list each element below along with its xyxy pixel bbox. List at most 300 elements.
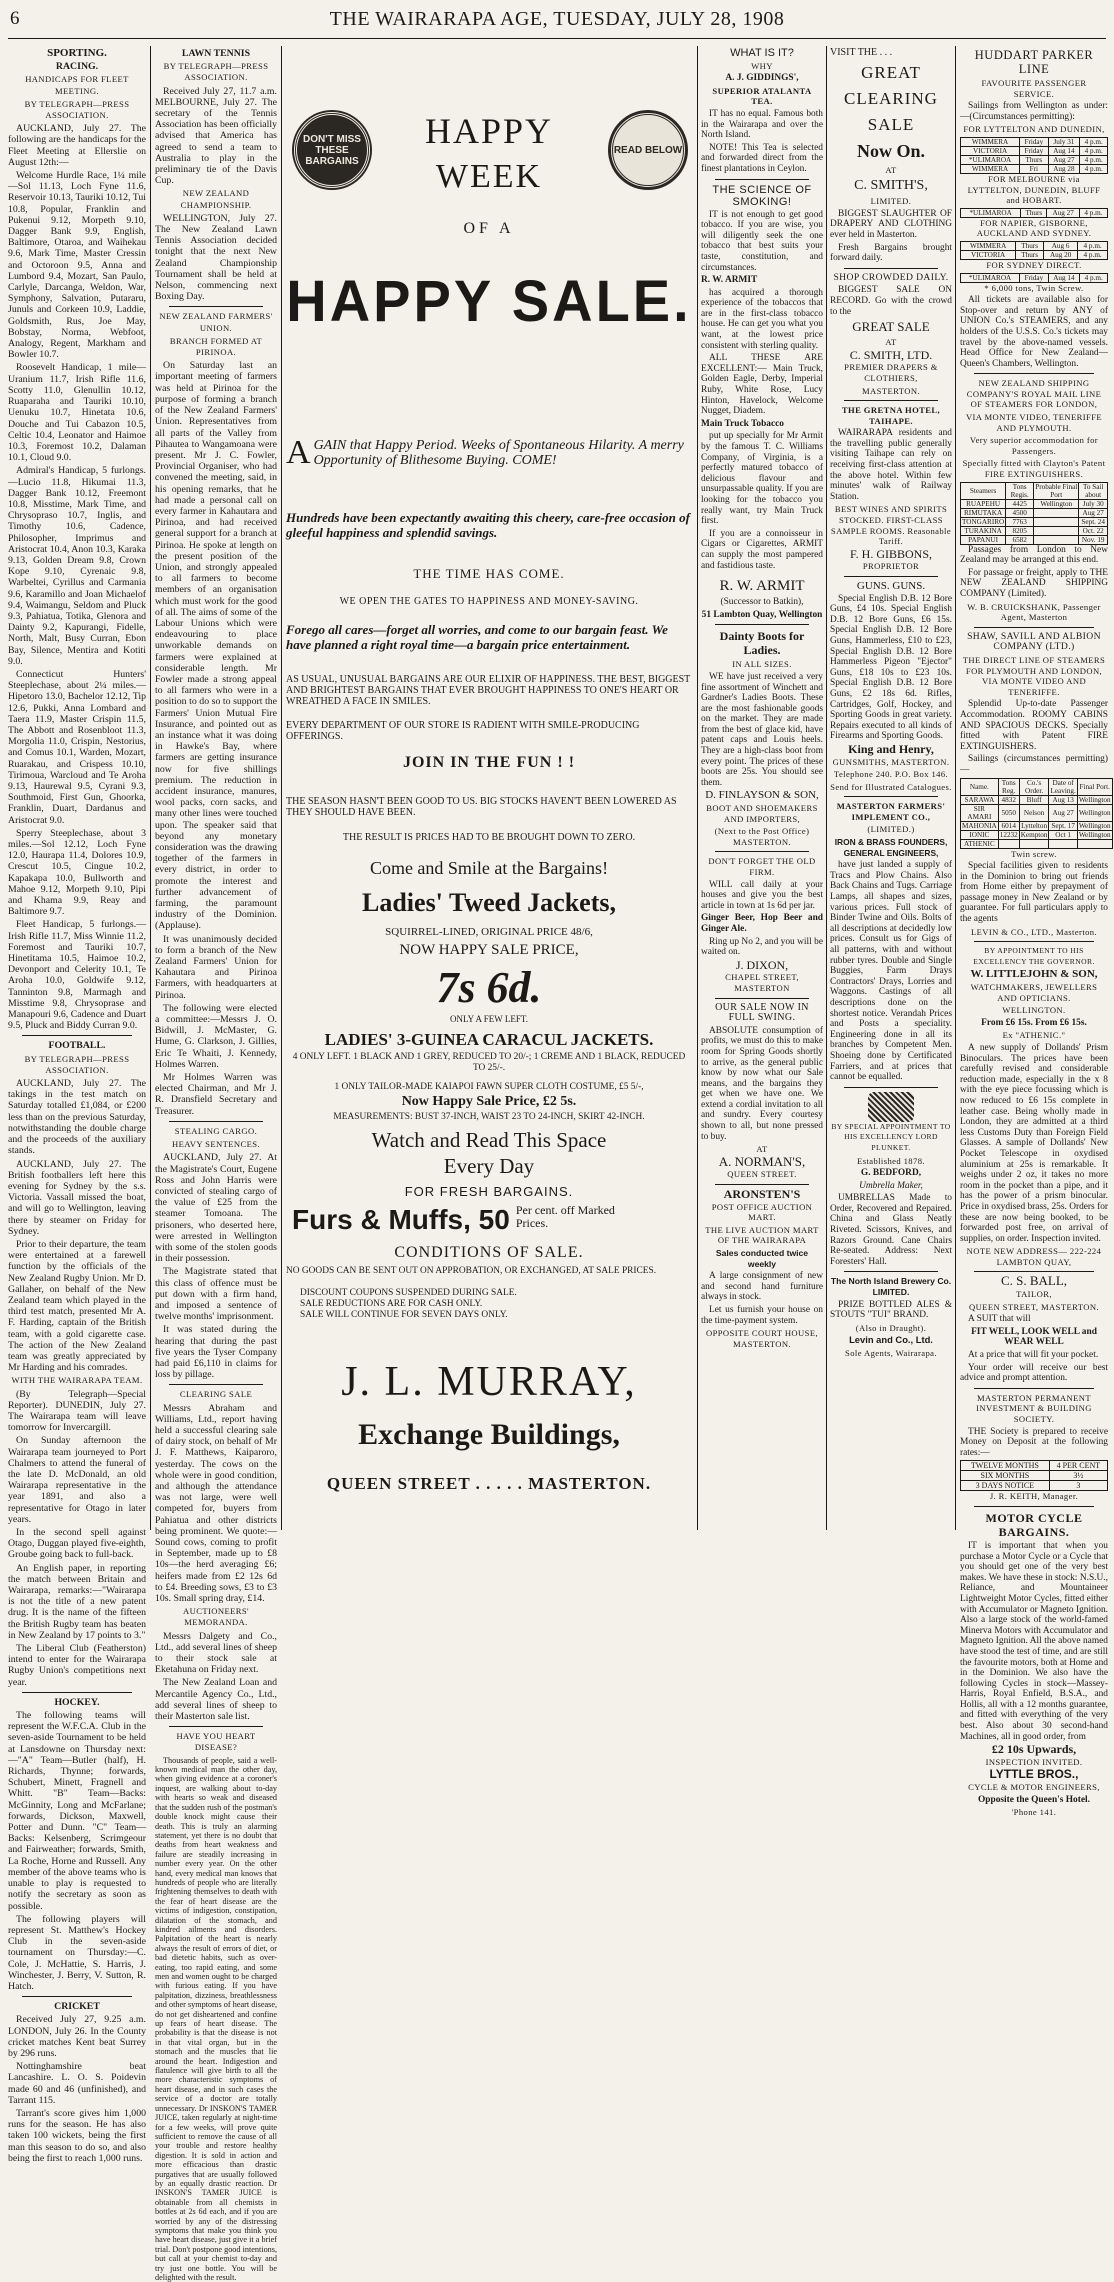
schedule-cell: 4 PER CENT (1049, 1461, 1107, 1471)
ad-gunsmiths: GUNSMITHS, MASTERTON. (832, 756, 950, 767)
ad-paragraph: Sailings (circumstances permitting)— (960, 754, 1108, 775)
ad-great-sale: GREAT SALE (852, 319, 930, 335)
ad-why: WHY (751, 60, 773, 71)
divider (715, 851, 809, 852)
ad-sole-agents: Sole Agents, Wairarapa. (845, 1348, 937, 1358)
ad-paragraph: Ring up No 2, and you will be waited on. (701, 936, 823, 958)
ad-exchange-buildings: Exchange Buildings, (358, 1418, 620, 1451)
schedule-cell: 4 p.m. (1078, 250, 1108, 259)
column-ads-c (960, 48, 1111, 1818)
ad-appointment (830, 1092, 952, 1154)
schedule-cell: Thurs (1020, 155, 1048, 164)
divider (22, 1692, 132, 1693)
schedule-cell: Bluff (1019, 795, 1049, 804)
ad-paragraph: put up specially for Mr Armit by the famous T. C. Williams Company, of Virginia, is a perfectly matured tobacco of delicious flavour and unsurpassable quality. If you are looking for the tobacco you really want, try Main Truck first. (701, 431, 823, 527)
schedule-cell: Aug 20 (1044, 250, 1078, 259)
schedule-row (961, 839, 1113, 848)
heading-lawn-tennis: LAWN TENNIS (181, 48, 251, 59)
ad-direct-line: THE DIRECT LINE OF STEAMERS FOR PLYMOUTH AND LONDON, VIA MONTE VIDEO AND TENERIFFE. (962, 654, 1106, 697)
ad-time-has-come: THE TIME HAS COME. (413, 566, 565, 581)
schedule-row (961, 1481, 1108, 1491)
ad-result: THE RESULT IS PRICES HAD TO BE BROUGHT DOWN TO ZERO. (342, 832, 636, 843)
schedule-cell: Aug 27 (1048, 155, 1080, 164)
ad-superior-accommodation: Very superior accommodation for Passengers. (969, 435, 1099, 456)
schedule-napier (960, 241, 1108, 260)
ad-condition-2: DISCOUNT COUPONS SUSPENDED DURING SALE. (300, 1288, 517, 1298)
ad-condition-4: SALE WILL CONTINUE FOR SEVEN DAYS ONLY. (300, 1310, 508, 1320)
article-paragraph: The Liberal Club (Featherston) intend to enter for the Wairarapa Rugby Union's competitions next year. (8, 1643, 146, 1688)
ad-paragraph: Your order will receive our best advice and prompt attention. (960, 1362, 1108, 1384)
schedule-cell: Wellington (1077, 804, 1112, 821)
schedule-cell: Tons Regis. (1006, 482, 1034, 499)
article-paragraph: On Saturday last an important meeting of farmers was held at Pirinoa for the purpose of forming a branch of the New Zealand Farmers' Union. Representatives from all parts of the Valley from Pihautea to Wangamoana were present. Mr J. C. Fowler, Provincial Organiser, who had convened the meeting, said, in his opening remarks, that he had made a personal call on every farmer in Kahautara and Pirinoa, and had received general support for a branch at Pirinoa. He spoke at length on the present position of the Union, and strongly appealed to all farmers to become members of an organisation which must work for the good of all. The aims of some of the Labour Unions which were endeavouring to place unworkable demands on farmers were explained at considerable length. Mr Fowler made a strong appeal to all farmers who were in a position to do so to support the Farmers' Union Mutual Fire Insurance, and pointed out as an instance what it was doing in Hawke's Bay, where farmers are getting insurance now for five shillings premium. The reduction in accident insurance, manures, wool packs, corn sacks, and many other lines were touched upon. The speaker said that beyond any monetary consideration was the drawing together of the farmers in every district, in order to promote the interest and further advancement of farming, the paramount industry of the Dominion. (Applause). (155, 360, 277, 932)
ad-tailor-made: 1 ONLY TAILOR-MADE KAIAPOI FAWN SUPER CLOTH COSTUME, £5 5/-, (334, 1082, 644, 1092)
deposit-rates (960, 1460, 1108, 1491)
divider (974, 1388, 1094, 1389)
schedule-row (961, 137, 1108, 146)
ad-established: Established 1878. (857, 1155, 925, 1166)
ad-tweed-jackets: Ladies' Tweed Jackets, (362, 888, 616, 917)
ad-ginger-beer: Ginger Beer, Hop Beer and Ginger Ale. (701, 913, 823, 934)
byline: BY TELEGRAPH—PRESS ASSOCIATION. (163, 61, 269, 83)
ad-paragraph: NOTE! This Tea is selected and forwarded direct from the finest plantations in Ceylon. (701, 142, 823, 174)
article-paragraph: AUCKLAND, July 27. The takings in the test match on Saturday totalled £1,084, or £200 less than on the previous Saturday, notwithstanding the double charge and the proceeds of the auxiliary stands. (8, 1078, 146, 1157)
ad-dixon: J. DIXON, (735, 957, 789, 972)
divider (715, 998, 809, 999)
heading-stealing-cargo: STEALING CARGO. (174, 1125, 258, 1136)
ad-squirrel-lined: SQUIRREL-LINED, ORIGINAL PRICE 48/6, (385, 926, 593, 938)
schedule-cell: 5050 (998, 804, 1019, 821)
subheading-branch: BRANCH FORMED AT PIRINOA. (169, 335, 263, 358)
divider (974, 1271, 1094, 1272)
ad-paragraph: Special English D.B. 12 Bore Guns, £4 10s. Special English D.B. 12 Bore Guns, £6 15s. Special English D.B. 12 Bore Guns, Hammerless, £10 to £23, Special English D.B. 12 Bore Hammerless Pigeon "Ejector" Guns, £18 10s to £23 10s. Special English D.B. 12 Bore Guns, £2 18s 6d. Rifles, Cartridges, Golf, Hockey, and Sporting Goods in great variety. Repairs executed to all kinds of Firearms and Sporting Goods. (830, 593, 952, 742)
badge-read-below: READ BELOW (610, 112, 686, 188)
schedule-cell: Oct. 22 (1079, 526, 1108, 535)
ad-opposite-queens: Opposite the Queen's Hotel. (978, 1794, 1090, 1805)
divider (22, 1035, 132, 1036)
ad-c-smiths: C. SMITH'S, (854, 178, 928, 194)
schedule-cell: 4 p.m. (1078, 241, 1108, 250)
ad-forego: Forego all cares—forget all worries, and come to our bargain feast. We have planned a right royal time—a bargain price entertainment. (286, 622, 668, 652)
ad-paragraph: BIGGEST SLAUGHTER OF DRAPERY AND CLOTHING ever held in Masterton. (830, 208, 952, 240)
divider (974, 1506, 1094, 1507)
schedule-cell: Wellington (1034, 499, 1079, 508)
article-paragraph: In the second spell against Otago, Duggan played five-eighth, Groube going back to full-back. (8, 1527, 146, 1561)
schedule-row (961, 508, 1108, 517)
ad-paragraph: UMBRELLAS Made to Order, Recovered and Repaired. China and Glass Neatly Riveted. Scissors, Knives, and Razors Ground. Cane Chairs Re-seated. Address: Next Foresters' Hall. (830, 1193, 952, 1267)
ad-twice-weekly: Sales conducted twice weekly (715, 1248, 809, 1269)
schedule-cell: July 31 (1048, 137, 1080, 146)
ad-huddart-parker: HUDDART PARKER LINE (974, 48, 1094, 76)
ad-cycle-engineers: CYCLE & MOTOR ENGINEERS, (968, 1782, 1100, 1793)
ad-clearing: CLEARING (844, 88, 938, 108)
schedule-row (961, 164, 1108, 173)
ad-napier-sydney: FOR NAPIER, GISBORNE, AUCKLAND AND SYDNEY. (976, 217, 1092, 239)
ad-iron-brass: IRON & BRASS FOUNDERS, GENERAL ENGINEERS, (834, 837, 948, 858)
schedule-cell: Nelson (1019, 804, 1049, 821)
schedule-cell (1049, 839, 1077, 848)
schedule-row (961, 535, 1108, 544)
schedule-cell: 7763 (1006, 517, 1034, 526)
article-paragraph: Mr Holmes Warren was elected Chairman, and Mr J. R. Dransfield Secretary and Treasurer. (155, 1072, 277, 1117)
ad-season: THE SEASON HASN'T BEEN GOOD TO US. BIG STOCKS HAVEN'T BEEN LOWERED AS THEY SHOULD HAVE BEEN. (286, 796, 677, 818)
schedule-cell: Kempton (1020, 830, 1048, 839)
ad-paragraph: IT is not enough to get good tobacco. If you are wise, you will diligently seek the one tobacco that best suits your taste, constitution, and circumstances. (701, 209, 823, 273)
ad-queen-street: QUEEN STREET. (727, 1169, 797, 1180)
article-paragraph: Tarrant's score gives him 1,000 runs for the season. He has also taken 100 wickets, being the first man this season to do so, and also being the first to reach 1,000 runs. (8, 2107, 146, 2164)
ad-headline-week: WEEK (435, 158, 543, 195)
drop-cap: A (286, 434, 311, 471)
ad-every-day: Every Day (443, 1154, 535, 1178)
ad-headline-happy: HAPPY (424, 111, 554, 151)
schedule-row (961, 155, 1108, 164)
ad-paragraph: ALL THESE ARE EXCELLENT:— Main Truck, Golden Eagle, Derby, Imperial Ruby, White Rose, Lucy Hinton, Havelock, Welcome Nugget, Diadem. (701, 353, 823, 417)
ad-paragraph: WILL call daily at your houses and give you the best article in town at 1s 6d per jar. (701, 879, 823, 911)
column-ads-a (701, 48, 823, 1532)
schedule-cell: Thurs (1016, 250, 1044, 259)
schedule-cell: 6582 (1006, 535, 1034, 544)
schedule-row (961, 1471, 1108, 1481)
ad-paragraph: Let us furnish your house on the time-payment system. (701, 1304, 823, 1326)
ad-next-post-office: (Next to the Post Office) MASTERTON. (714, 826, 810, 847)
column-sporting (8, 47, 146, 2164)
ad-guns: GUNS. GUNS. (856, 580, 926, 592)
divider (844, 268, 938, 269)
schedule-cell: 4425 (1006, 499, 1034, 508)
schedule-row (961, 241, 1108, 250)
column-rule (150, 46, 151, 1530)
ad-finlayson: D. FINLAYSON & SON, (705, 789, 819, 802)
divider (22, 1996, 132, 1997)
schedule-cell: TURAKINA (961, 526, 1006, 535)
schedule-row (961, 482, 1108, 499)
schedule-cell: PAPANUI (961, 535, 1006, 544)
schedule-cell: Thurs (1016, 241, 1044, 250)
divider (974, 627, 1094, 628)
ad-paragraph: A SUIT that will (968, 1314, 1031, 1325)
schedule-cell: Thurs (1021, 208, 1047, 217)
ad-every-department: EVERY DEPARTMENT OF OUR STORE IS RADIENT WITH SMILE-PRODUCING OFFERINGS. (286, 720, 640, 742)
ad-queen-street: QUEEN STREET, MASTERTON. (968, 1301, 1100, 1312)
schedule-cell (1034, 526, 1079, 535)
ad-paragraph: ABSOLUTE consumption of profits, we must do this to make room for Spring Goods shortly to arrive, as the general public know by now what our Sale means, and the bargains they get when we have one. We extend a cordial invitation to all and sundry. Every courtesy shown to all, but none pressed to buy. (701, 1025, 823, 1142)
article-paragraph: On Sunday afternoon the Wairarapa team journeyed to Port Chalmers to attend the funeral of the late D. McDonald, an old Wairarapa representative in the year 1891, and also a representative for Otago in later years. (8, 1435, 146, 1525)
ad-tailor: TAILOR, (1016, 1289, 1052, 1300)
heading-hockey: HOCKEY. (54, 1696, 100, 1708)
ad-paragraph: A new supply of Dollands' Prism Binoculars. The prices have been carefully revised and considerable reduction made, especially in the x 8 with the eye piece focussing which is now reduced to £6 15s complete in leather case. Being wholly made in London, they are admitted at a third less Customs Duty than Foreign Field Glasses. A sample of Dollands' New Pocket Telescope in oxydised aluminium at 25s is remarkable. It weighs under 2 oz, it takes no more room in the pocket than a pipe, and it has the power of a prism binocular. Price in oxydised brass, 25s. Orders for these are now being booked, to be forwarded post free, on arrival of supplies, on order. Inspection invited. (960, 1043, 1108, 1244)
divider (169, 1726, 263, 1727)
ad-main-truck: Main Truck Tobacco (701, 418, 784, 429)
advertorial-paragraph: Thousands of people, said a well-known medical man the other day, when giving evidence at a coroner's inquest, are walking about to-day with hearts so weak and diseased that the sudden rush of the postman's double knock might cause their death. This is truly an alarming statement, yet there is no doubt that deaths from heart weakness and failure are steadily increasing in number every year. On the other hand, every medical man knows that hundreds of people who are literally frightening themselves to death with the fear of heart disease are the victims of indigestion, constipation, dilatation of the stomach, and kindred ailments and disorders. Palpitation of the heart is nearly always the result of errors of diet, or bad dietetic habits, such as over-eating, too rapid eating, and some men and women ought to be charged with furious eating. If you have palpitation, dizziness, breathlessness and other symptoms of heart disease, do not get disheartened and confine up fears of heart disease. The probability is that the disease is not in that vital organ, but in the stomach and the muscles that lie around the heart. Indigestion and flatulence will give birth to all the more characteristic symptoms of heart disease, and in such cases the service of a doctor are totally unnecessary. Dr INSKON'S TAMER JUICE, taken regularly at night-time for a few weeks, will prove quite sufficient to remove the cause of all your trouble and restore healthy digestion. It is sold in action and more efficacious than drastic purgatives that are usually followed by an equally drastic reaction. Dr INSKON'S TAMER JUICE is obtainable from all chemists in bottles at 2s 6d each, and if you are worried by any of the distressing symptoms that make you think you have heart disease, just give it a brief trial. Don't postpone good intentions, but call at your chemist to-day and try just one bottle. You will be delighted with the result. (155, 1755, 277, 2282)
schedule-cell: VICTORIA (961, 250, 1016, 259)
article-paragraph: Connecticut Hunters' Steeplechase, about 2¼ miles.—Hipetoro 13.0, Bachelor 12.12, Tip 12.6, Pukki, Anna Lombard and Taera 11.9, Master Crispin 11.5, The Abbott and Rosenbloot 11.3, Morgolia 11.0, Crispin, Nestorius, and Comus 10.1, Warden, Mozart, Ruarakau, and Crispess 10.10, Tirimoua, Warcloud and Te Aroha 9.13, Haurewal 9.5, Cyrani 9.3, Southmoid, First Gun, Ghoorka, Franklin, Duart, Dardanus and Aristocrat 9.0. (8, 668, 146, 826)
schedule-cell: Final Port. (1077, 778, 1112, 795)
article-paragraph: Received July 27, 9.25 a.m. LONDON, July 26. In the County cricket matches Kent beat Surrey by 296 runs. (8, 2014, 146, 2059)
page-number: 6 (10, 8, 20, 29)
ad-visit-the: VISIT THE . . . (830, 47, 893, 58)
ad-melbourne: FOR MELBOURNE via LYTTELTON, DUNEDIN, BLUFF and HOBART. (967, 173, 1101, 206)
ad-at: AT (756, 1144, 768, 1155)
ad-successor: (Successor to Batkin), (720, 597, 804, 608)
ad-post-office-auction: POST OFFICE AUCTION MART. (711, 1201, 813, 1223)
article-paragraph: Fleet Handicap, 5 furlongs.—Irish Rifle 11.7, Miss Winnie 11.2, Foremost and Tauriki 10.7, Hinetitama 10.5, Haimoe 10.2, Devonport and Celerity 10.1, Te Aroha 10.0, Goldwife 9.12, Tanninton 9.8, Marmagh and Misstime 9.8, Chrysoprase and Manapouri 9.6, Cadence and Duart 9.5, Pluck and Biddy Curran 9.0. (8, 919, 146, 1032)
schedule-row (961, 795, 1113, 804)
divider (844, 576, 938, 577)
ad-measurements: MEASUREMENTS: BUST 37-INCH, WAIST 23 TO 24-INCH, SKIRT 42-INCH. (333, 1112, 645, 1122)
divider (974, 941, 1094, 942)
schedule-row (961, 778, 1113, 795)
byline: BY TELEGRAPH—PRESS ASSOCIATION. (24, 98, 130, 121)
schedule-cell: RIMUTAKA (961, 508, 1006, 517)
article-paragraph: It was unanimously decided to form a branch of the New Zealand Farmers' Union for Kahautara and Pirinoa Farmers, with headquarters at Pirinoa. (155, 933, 277, 1001)
ad-paragraph: If you are a connoisseur in Cigars or Cigarettes, ARMIT can supply the most pampered and fastidious taste. (701, 528, 823, 571)
article-paragraph: AUCKLAND, July 27. The British footballers left here this evening for Sydney by the s.s. Victoria. Vassall missed the boat, and will go to Wellington, leaving there by steamer on Friday for Sydney. (8, 1158, 146, 1237)
column-rule (281, 46, 282, 1530)
schedule-shaw-savill (960, 778, 1113, 849)
divider (844, 1271, 938, 1272)
ad-cruickshank: W. B. CRUICKSHANK, Passenger Agent, Masterton (967, 601, 1101, 623)
schedule-cell: *ULIMAROA (961, 155, 1020, 164)
article-paragraph: AUCKLAND, July 27. The following are the handicaps for the Fleet Meeting at Ellerslie on August 12th:— (8, 123, 146, 168)
schedule-cell: To Sail about (1079, 482, 1108, 499)
schedule-melbourne (960, 208, 1108, 218)
schedule-cell: Co.'s Order. (1019, 778, 1049, 795)
schedule-cell: Sept. 24 (1079, 517, 1108, 526)
ad-lambton-quay: 51 Lambton Quay, Wellington (701, 609, 823, 620)
subheading-nz-championship: NEW ZEALAND CHAMPIONSHIP. (180, 188, 252, 210)
masthead-rule (8, 38, 1106, 39)
ad-furs-muffs-row (284, 1204, 694, 1236)
schedule-cell: 4 p.m. (1079, 208, 1107, 217)
schedule-cell: 4 p.m. (1080, 146, 1108, 155)
schedule-cell: 4 p.m. (1080, 155, 1108, 164)
divider (715, 1184, 809, 1185)
article-paragraph: Prior to their departure, the team were entertained at a farewell function by the officials of the New Zealand Rugby Union. Mr D. Gallaher, on behalf of the New Zealand team which played in the third test match, presented Mr A. F. Harding, captain of the British team, with a gold cigarette case. The action of the New Zealand team was greatly appreciated by Mr Harding and his comrades. (8, 1238, 146, 1374)
column-ads-b (830, 48, 952, 1532)
schedule-cell: WIMMERA (961, 137, 1020, 146)
article-paragraph: The Magistrate stated that this class of offence must be put down with a firm hand, and imposed a sentence of twelve months' imprisonment. (155, 1266, 277, 1323)
ad-dainty-boots: Dainty Boots for Ladies. (719, 629, 805, 658)
ad-levin: Levin and Co., Ltd. (849, 1334, 933, 1346)
murray-sale-advertisement (284, 48, 694, 1532)
ad-our-sale: OUR SALE NOW IN FULL SWING. (715, 1001, 809, 1024)
article-paragraph: The following teams will represent the W.F.C.A. Club in the seven-aside Tournament to be held at Lansdowne on Thursday next:—"A" Team—Butler (half), H. Richards, Thynne; forwards, Schubert, Minett, Fragnell and Whitt. "B" Team—Backs: McGinnity, Long and McFarlane; forwards, Dickson, Maxwell, Potter and Dunn. "C" Team—Backs: Kelsenberg, Scrimgeour and Fairweather; forwards, Smith, La Roche, Horne and Russell. Any member of the above teams who is unable to play is requested to notify the secretary as soon as possible. (8, 1710, 146, 1912)
schedule-cell: 12232 (999, 830, 1018, 839)
schedule-row (961, 146, 1108, 155)
ad-queen-street: QUEEN STREET . . . . . MASTERTON. (326, 1474, 652, 1493)
article-paragraph: The following were elected a committee:—Messrs J. O. Bidwill, J. McMaster, G. Hume, G. Clarkson, J. Gillies, Eric Te Whaiti, J. Kennedy, Holmes Warren. (155, 1002, 277, 1070)
ad-only-few-left: ONLY A FEW LEFT. (450, 1014, 528, 1024)
ad-via-monte-video: VIA MONTE VIDEO, TENERIFFE AND PLYMOUTH. (965, 412, 1103, 433)
schedule-cell: Aug 13 (1049, 795, 1077, 804)
ad-paragraph: has acquired a thorough experience of the tobaccos that are in the first-class tobacco house. He can get you what you want, at the lowest price consistent with sterling quality. (701, 287, 823, 351)
ad-paragraph: Fresh Bargains brought forward daily. (830, 242, 952, 264)
ad-telephone: Telephone 240. P.O. Box 146. (833, 769, 949, 780)
ad-twin-screw: Twin screw. (1011, 848, 1057, 859)
section-heading-sporting: SPORTING. (47, 47, 107, 59)
ad-nz-shipping: NEW ZEALAND SHIPPING COMPANY'S ROYAL MAIL LINE OF STEAMERS FOR LONDON, (966, 378, 1102, 410)
ad-percent-off: Per cent. off Marked Prices. (515, 1203, 615, 1230)
schedule-lyttelton (960, 137, 1108, 174)
schedule-cell: Aug 28 (1048, 164, 1080, 173)
ad-live-auction: THE LIVE AUCTION MART OF THE WAIRARAPA (705, 1224, 819, 1246)
ad-c-smith-ltd: C. SMITH, LTD. (849, 347, 933, 362)
ad-paragraph: have just landed a supply of Tracs and Plow Chains. Also Back Chains and Tugs. Carriage Lamps, all shapes and sizes, various prices. Full stock of Binder Twine and Oils. Bolts of all descriptions at decidedly low prices. Consult us for Gigs of all patterns, with and without rubber tyres. Double and Single Buggies, Farm Drays Contractors' Drays, Lorries and Waggons. Castings of all descriptions done on the shortest notice. Verandah Prices and Posts a speciality. Engineering done in all its branches by Competent Men. Shoeing done by Certificated Farriers, and at prices that cannot be equalled. (830, 860, 952, 1083)
schedule-cell: 4 p.m. (1080, 137, 1108, 146)
ad-at: AT (885, 337, 897, 348)
schedule-cell (1019, 839, 1049, 848)
ad-watch-and-read: Watch and Read This Space (371, 1128, 607, 1152)
schedule-row (961, 208, 1108, 217)
newspaper-title: THE WAIRARAPA AGE, TUESDAY, JULY 28, 1908 (329, 8, 785, 30)
ad-paragraph: All tickets are available also for Stop-over and return by ANY of UNION Co.'s STEAMERS, and any holders of the U.S.S. Co.'s tickets may travel by the above-named vessels. Head Office for New Zealand—Queen's Chambers, Wellington. (960, 295, 1108, 369)
schedule-cell: VICTORIA (961, 146, 1020, 155)
article-paragraph: (By Telegraph—Special Reporter). DUNEDIN, July 27. The Wairarapa team will leave tomorrow for Invercargill. (8, 1388, 146, 1434)
ad-atalanta-tea: SUPERIOR ATALANTA TEA. (712, 85, 812, 107)
schedule-cell (1034, 517, 1079, 526)
schedule-cell: Date of Leaving. (1050, 778, 1076, 795)
ad-paragraph: BIGGEST SALE ON RECORD. Go with the crowd to the (830, 285, 952, 317)
ad-condition-1: NO GOODS CAN BE SENT OUT ON APPROBATION, OR EXCHANGED, AT SALE PRICES. (286, 1266, 657, 1276)
schedule-cell: 4 p.m. (1080, 164, 1108, 173)
schedule-cell: Aug 27 (1047, 208, 1079, 217)
ad-armit-big: R. W. ARMIT (719, 578, 805, 595)
ad-as-usual: AS USUAL, UNUSUAL BARGAINS ARE OUR ELIXIR OF HAPPINESS. THE BEST, BIGGEST AND BRIGHTEST BARGAINS THAT EVER BROUGHT HAPPINESS TO ONE'S HEART OR WREATHED A FACE IN SMILES. (286, 674, 691, 707)
ad-catalogues: Send for Illustrated Catalogues. (830, 781, 952, 792)
schedule-cell: Name. (961, 778, 999, 795)
column-rule (955, 46, 956, 1530)
ad-sydney-direct: FOR SYDNEY DIRECT. (986, 259, 1082, 270)
ad-upwards: £2 10s Upwards, (991, 1742, 1077, 1757)
ad-armit-name: R. W. ARMIT (701, 275, 758, 286)
divider (715, 179, 809, 180)
divider (844, 1087, 938, 1088)
article-paragraph: An English paper, in reporting the match between Britain and Wairarapa, remarks:—"Wairarapa is not the title of a new patent drug. It is the name of the fifteen the British Rugby team has beaten in New Zealand by 17 points to 3." (8, 1562, 146, 1641)
ad-paragraph: WAIRARAPA residents and the travelling public generally visiting Taihape can rely on receiving first-class attention at the above hotel. Within few minutes' walk of Railway Station. (830, 428, 952, 502)
schedule-row (961, 526, 1108, 535)
schedule-row (961, 250, 1108, 259)
schedule-cell: ATHENIC (961, 839, 999, 848)
article-paragraph: Roosevelt Handicap, 1 mile—Uranium 11.7, Irish Rifle 11.6, Scotty 11.0, Glenullin 10.12, Ruaparaha and Tauriki 10.10, Uenuku 10.7, Hinetata 10.6, Douche and Tui Cabazon 10.5, Celtic 10.4, Leonator and Haimoe 10.3, Foremost 10.2, Dalaman 10.1, Cloud 9.0. (8, 362, 146, 464)
schedule-cell: Aug 6 (1044, 241, 1078, 250)
divider (715, 624, 809, 625)
ad-cs-ball: C. S. BALL, (1000, 1273, 1068, 1289)
schedule-nz-shipping (960, 482, 1108, 545)
schedule-row (961, 273, 1108, 282)
ad-best-wines: BEST WINES AND SPIRITS STOCKED. FIRST-CLASS SAMPLE ROOMS. Reasonable Tariff. (830, 504, 952, 547)
schedule-cell: July 30 (1079, 499, 1108, 508)
ad-limited: LIMITED. (870, 196, 912, 207)
ad-all-sizes: IN ALL SIZES. (732, 659, 792, 670)
ad-new-address: NOTE NEW ADDRESS— 222-224 LAMBTON QUAY, (966, 1246, 1102, 1267)
ad-littlejohn: W. LITTLEJOHN & SON, (970, 968, 1098, 981)
schedule-cell: Wellington (1078, 821, 1111, 830)
ad-fire-extinguishers: Specially fitted with Clayton's Patent FIRE EXTINGUISHERS. (962, 458, 1106, 480)
badge-dont-miss: DON'T MISS THESE BARGAINS (294, 112, 370, 188)
schedule-cell: Probable Final Port (1035, 482, 1078, 499)
article-paragraph: Received July 27, 11.7 a.m. MELBOURNE, July 27. The secretary of the Tennis Association has been officially advised that America has agreed to send a team to Australia to play in the preliminary tie of the Davis Cup. (155, 85, 277, 187)
ad-phone: 'Phone 141. (1011, 1807, 1057, 1818)
ad-paragraph: IT has no equal. Famous both in the Wairarapa and over the North Island. (701, 108, 823, 141)
schedule-cell: SIR AMARI (961, 804, 999, 821)
schedule-cell: 8205 (1006, 526, 1034, 535)
byline: BY TELEGRAPH—PRESS ASSOCIATION. (24, 1053, 130, 1075)
ad-at: AT (885, 164, 897, 175)
ad-intro (286, 434, 692, 471)
ad-intro-text: GAIN that Happy Period. Weeks of Spontaneous Hilarity. A merry Opportunity of Blithesome Buying. COME! (313, 438, 684, 468)
divider (169, 1121, 263, 1122)
ad-paragraph: WE have just received a very fine assortment of Winchett and Gardner's Ladies Boots. These are the most fashionable goods on the market. They are made from the best of glace kid, have patent caps and Louis heels. They are a high-class boot from every point. The prices of these boots are 25s. You should see them. (701, 671, 823, 788)
heading-heart-disease: HAVE YOU HEART DISEASE? (176, 1731, 256, 1753)
ad-opposite-court: OPPOSITE COURT HOUSE, MASTERTON. (705, 1328, 819, 1349)
heading-farmers-union: NEW ZEALAND FARMERS' UNION. (159, 311, 273, 333)
schedule-row (961, 830, 1113, 839)
ad-brewery: The North Island Brewery Co. LIMITED. (830, 1276, 952, 1298)
ad-appointment-governor: BY APPOINTMENT TO HIS EXCELLENCY THE GOVERNOR. (973, 946, 1095, 966)
article-paragraph: Admiral's Handicap, 5 furlongs.—Lucio 11.8, Hikumai 11.3, Dagger Bank 10.12, Freemont 10.8, Misstime, Mark Time, and Chrysopraso 10.7, Inglis, and Timothy 10.6, Cadence, Philosopher, Imprimus and Aristocrat 10.4, Anon 10.3, Karaka 9.13, Golden Dream 9.8, Crown Kope 9.10, Cyrenaic 9.8, Warbeltei, Cyrillus and Carmania 9.6, Karamillo and Joan Michaelof 9.4, Waimangu, Seldom and Pluck 9.3, Pahiatua, Totika, Glenora and Dainty 9.2, Kapurangi, Fidelle, North, Malt, Busy Curran, Ebon Bay, Silence, Mentira and Kotiti 9.0. (8, 465, 146, 667)
ad-inspection: INSPECTION INVITED. (985, 1756, 1083, 1767)
ad-paragraph: PRIZE BOTTLED ALES & STOUTS "TUI" BRAND. (830, 1299, 952, 1321)
schedule-cell: SIX MONTHS (961, 1471, 1050, 1481)
column-rule (697, 46, 698, 1530)
ad-appointment-text: BY SPECIAL APPOINTMENT TO HIS EXCELLENCY LORD PLUNKET. (831, 1121, 951, 1152)
ad-watchmakers: WATCHMAKERS, JEWELLERS AND OPTICIANS. (970, 982, 1098, 1003)
royal-crest-icon (868, 1092, 914, 1122)
schedule-cell: 4500 (1006, 508, 1034, 517)
schedule-cell: Wellington (1078, 795, 1111, 804)
schedule-cell: Tons Reg. (998, 778, 1019, 795)
ad-paragraph: At a price that will fit your pocket. (968, 1350, 1099, 1361)
ad-gibbons: F. H. GIBBONS, (849, 546, 933, 561)
ad-motor-cycle: MOTOR CYCLE BARGAINS. (985, 1510, 1083, 1539)
ad-draught: (Also in Draught). (855, 1322, 927, 1333)
masthead (0, 0, 1114, 44)
ad-giddings: A. J. GIDDINGS', (725, 73, 799, 84)
article-paragraph: Sperry Steeplechase, about 3 miles.—Sol 12.12, Loch Fyne 12.0, Haurapa 11.4, Dolores 10.9, Crescut 10.5, Cingue 10.2, Kapakapa 10.0, Bullworth and Mahoe 9.12, Morpeth 9.10, Pipi and Khama 9.9, Reay and Baltimore 9.7. (8, 827, 146, 918)
ad-dont-forget: DON'T FORGET THE OLD FIRM. (708, 856, 816, 877)
subheading-handicaps: HANDICAPS FOR FLEET MEETING. (25, 74, 129, 96)
ad-paragraph: Passages from London to New Zealand may be arranged at this end. (960, 544, 1108, 566)
ad-paragraph: IT is important that when you purchase a Motor Cycle or a Cycle that you should get one of the very best makes. We have these in stock: N.S.U., Reliance, and Mountaineer Lightweight Motor Cycles, fitted either with Accumulator or Magneto Ignition. Also a large stock of the world-famed Minerva Motors with Accumulator and Magneto Ignition. All the above named have stood the test of time, and are still the favourite motors, both at Home and in the Dominion. We also have the following Cycles in stock—Massey-Harris, Royal Enfield, B.S.A., and Hollis, all with a 12 months guarantee, and fitted with everything of the very best. Also about 30 second-hand Machines, all in good order, from (960, 1540, 1108, 1742)
ad-fresh-bargains: FOR FRESH BARGAINS. (404, 1184, 574, 1199)
article-paragraph: It was stated during the hearing that during the past five years the Tyser Company had paid £6,110 in claims for loss by pillage. (155, 1324, 277, 1381)
schedule-cell: Friday (1020, 273, 1048, 282)
ad-chapel-street: CHAPEL STREET, MASTERTON (725, 972, 799, 993)
schedule-cell: MAHONIA (962, 821, 997, 830)
ad-farmers-implement: MASTERTON FARMERS' IMPLEMENT CO., (836, 801, 946, 822)
ad-gates: WE OPEN THE GATES TO HAPPINESS AND MONEY-SAVING. (339, 596, 639, 607)
ad-tailor-price: Now Happy Sale Price, £2 5s. (401, 1094, 577, 1109)
heading-racing: RACING. (55, 61, 99, 73)
column-rule (826, 46, 827, 1530)
schedule-cell: 3½ (1049, 1471, 1107, 1481)
ad-levin-agents: LEVIN & CO., LTD., Masterton. (970, 926, 1098, 937)
ad-building-society: MASTERTON PERMANENT INVESTMENT & BUILDING SOCIETY. (976, 1392, 1092, 1424)
schedule-cell: Sept. 17 (1049, 821, 1077, 830)
article-paragraph: Welcome Hurdle Race, 1¼ mile—Sol 11.13, Loch Fyne 11.6, Reservoir 10.13, Tauriki 10.12, Tui 10.8, Popular, Franklin and Pukenui 9.12, Morpeth 9.10, Dagger Bank 9.9, English, Baltimore, Otaroa, and Waihekau 9.6, Mark Time, Master Cressin and Octoroon 9.5, Anna and Lumbord 9.4, Mozart, San Paulo, Carlyle, Darcanga, Weldon, War, Symphony, Salvation, Putararu, Junuls and Corkeen 10.9, Laddie, Goldsmith, Rus, Joe May, Bobstay, Norma, Webfoot, Analogy, Regent, Markham and Bowler 10.7. (8, 170, 146, 361)
schedule-cell: Aug 14 (1048, 273, 1080, 282)
ad-limited: (LIMITED.) (867, 824, 915, 835)
schedule-sydney (960, 273, 1108, 283)
schedule-cell: WIMMERA (961, 241, 1016, 250)
schedule-cell: Aug 27 (1079, 508, 1108, 517)
ad-now-on: Now On. (856, 140, 925, 161)
schedule-cell: Friday (1020, 137, 1048, 146)
ad-ex-athenic: Ex "ATHENIC." (1002, 1030, 1066, 1041)
article-paragraph: Nottinghamshire beat Lancashire. L. O. S. Poidevin made 60 and 46 (unfinished), and Tarrant 115. (8, 2061, 146, 2106)
ad-science-of-smoking: THE SCIENCE OF SMOKING! (712, 183, 812, 208)
article-paragraph: Messrs Abraham and Williams, Ltd., report having held a successful clearing sale of dairy stock, on behalf of Mr J. F. Matthews, Kaiparoro, yesterday. The cows on the whole were in good condition, and although the attendance was not large, were well competed for, buyers from Pahiatua and other districts being prominent. We quote:—Sound cows, coming to profit in September, made up to £8 10s—the herd averaging £6; heifers made from £2 12s 6d to £4. Breeding sows, £3 to £3 10s. Small spring dray, £14. (155, 1402, 277, 1605)
